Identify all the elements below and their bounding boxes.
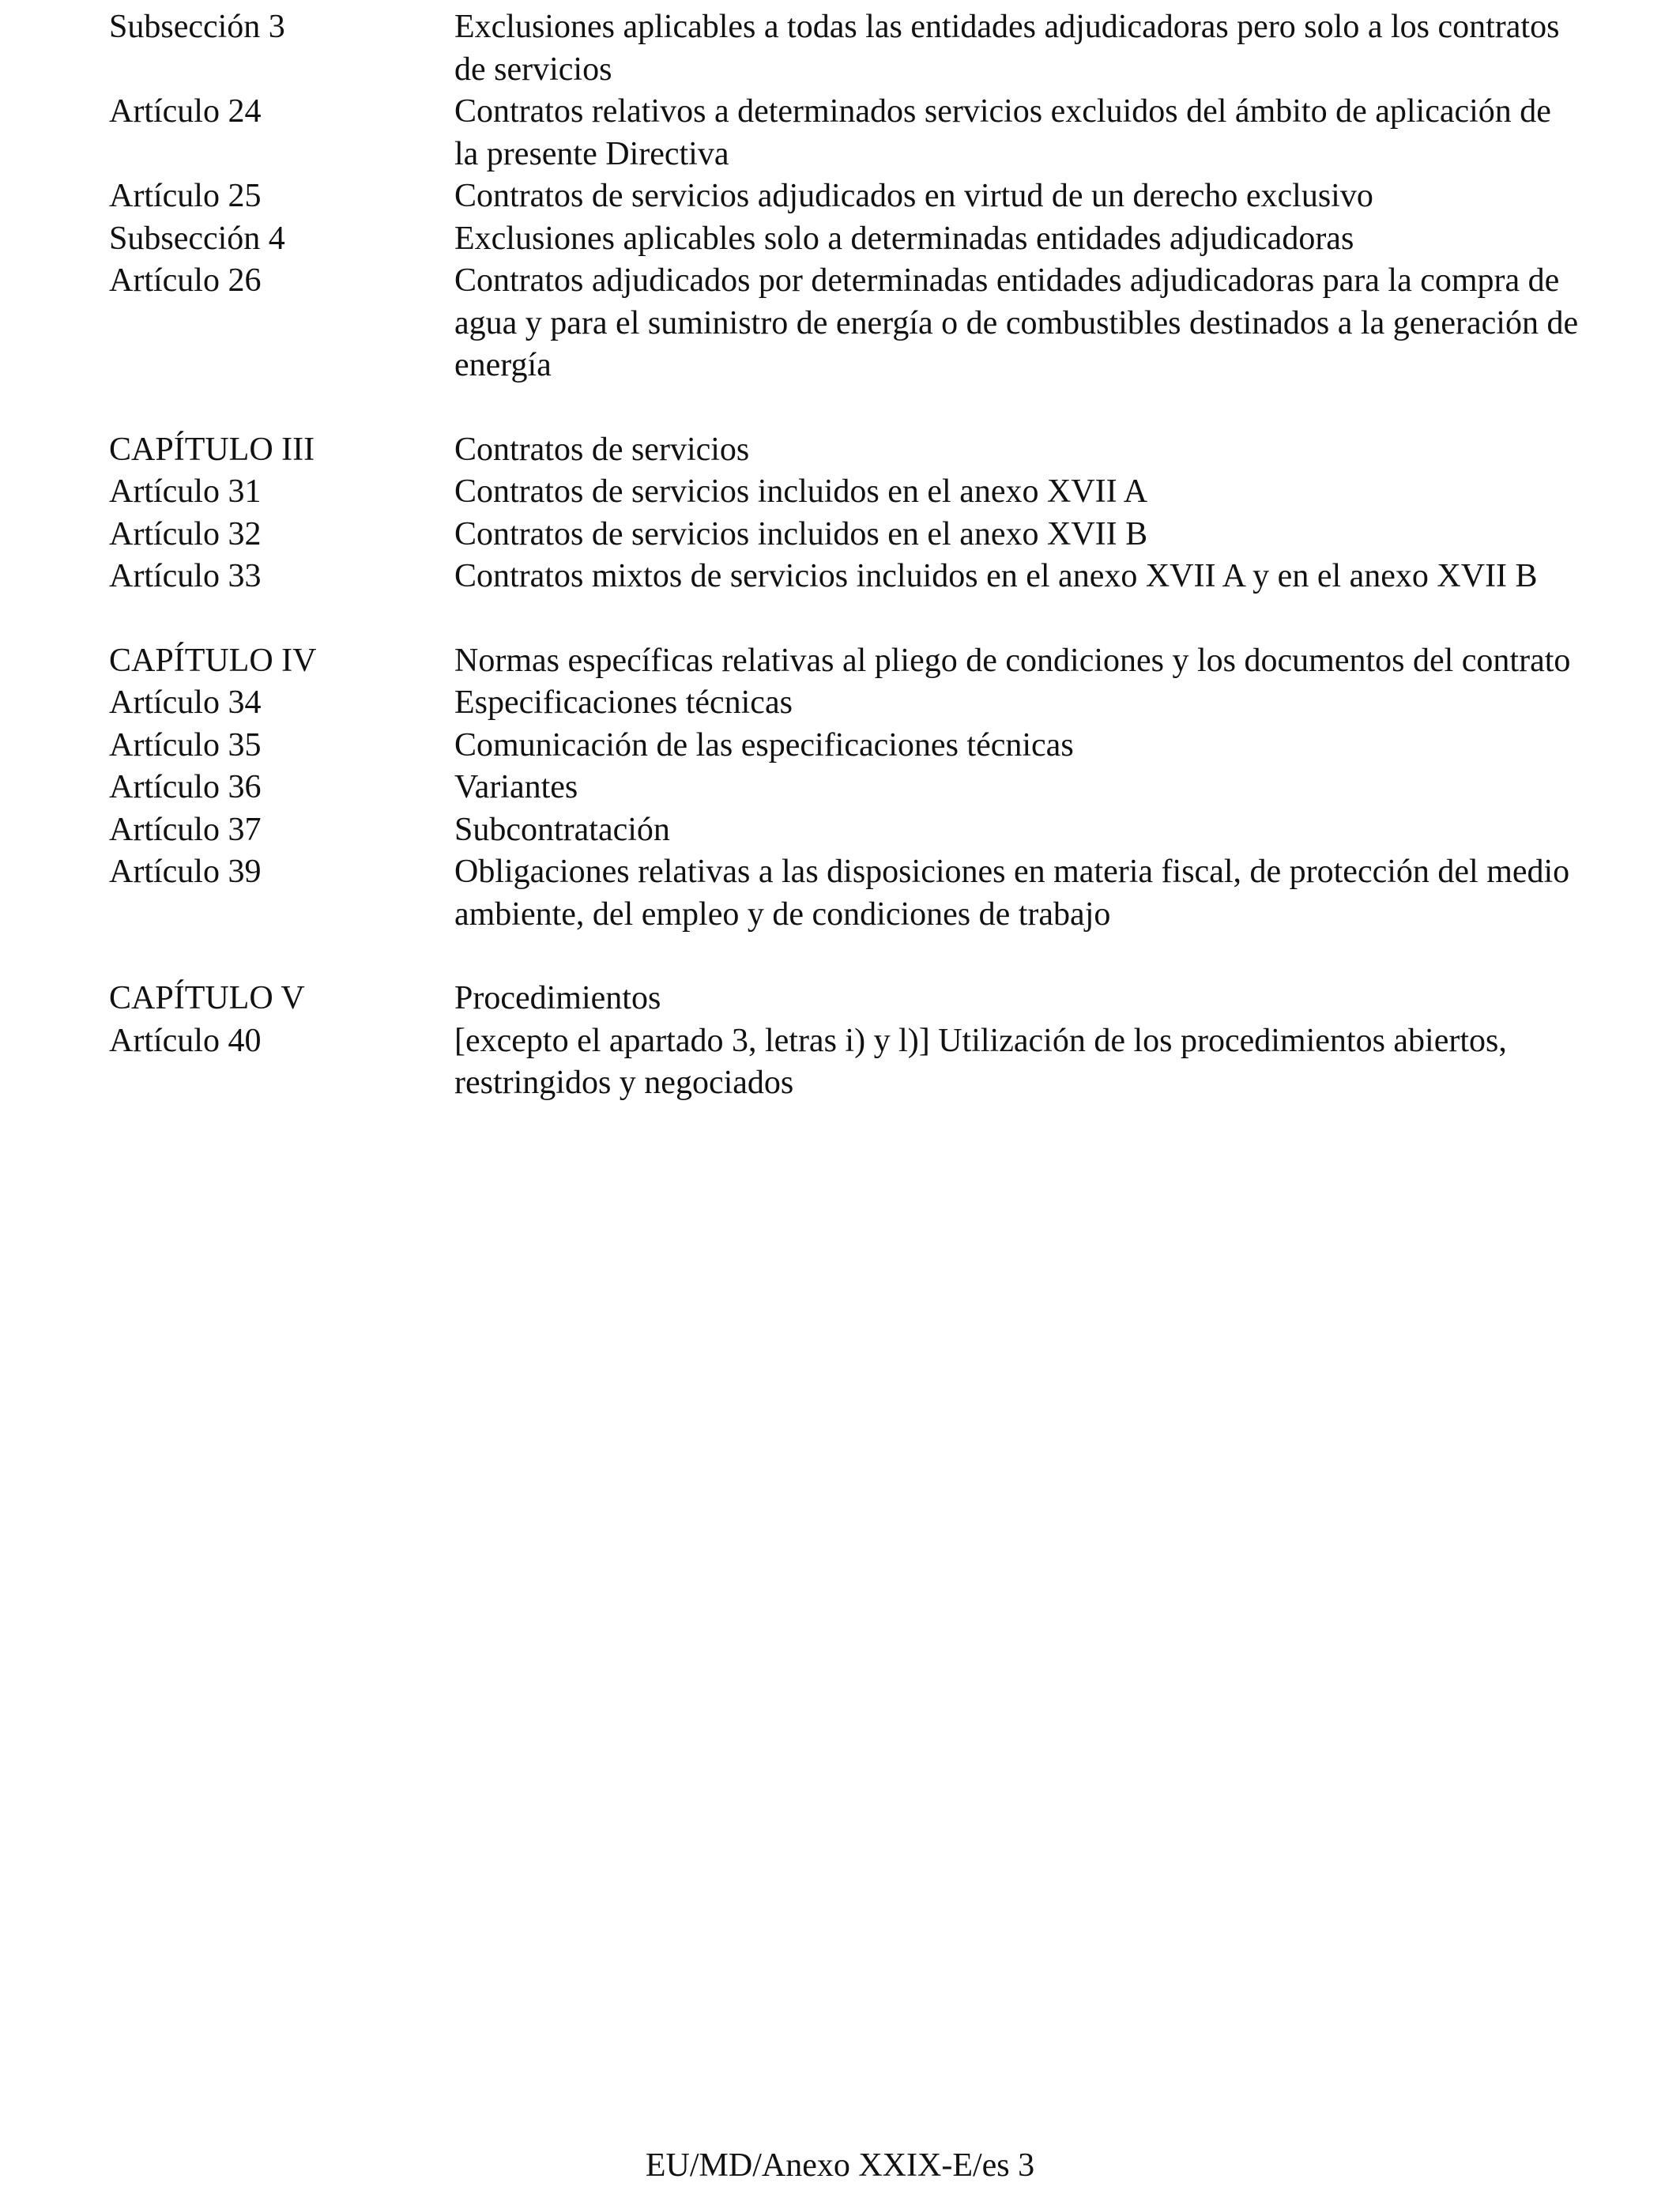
index-row	[109, 175, 1579, 218]
chapter-label: CAPÍTULO III	[109, 431, 315, 468]
row-text: Contratos de servicios adjudicados en virtud de un derecho exclusivo	[454, 178, 1373, 214]
page-footer: EU/MD/Anexo XXIX-E/es 3	[645, 2147, 1035, 2184]
row-label: Artículo 40	[109, 1022, 262, 1059]
row-label: Artículo 24	[109, 93, 262, 130]
index-row	[109, 1020, 1579, 1105]
row-label: Artículo 34	[109, 684, 262, 721]
row-text: Subcontratación	[454, 811, 670, 848]
chapter-title: Contratos de servicios	[454, 431, 750, 468]
article-index	[109, 6, 1579, 1147]
row-label: Artículo 32	[109, 515, 262, 552]
row-label: Artículo 37	[109, 811, 262, 848]
row-text: Contratos adjudicados por determinadas entidades adjudicadoras para la compra de agua y para el suministro de energía o de combustibles destinados a la generación de energía	[454, 262, 1579, 383]
index-row	[109, 471, 1579, 514]
index-row	[109, 682, 1579, 725]
row-text: Contratos mixtos de servicios incluidos en el anexo XVII A y en el anexo XVII B	[454, 558, 1538, 594]
index-row	[109, 6, 1579, 91]
row-label: Artículo 39	[109, 854, 262, 890]
index-row	[109, 851, 1579, 936]
row-text: Contratos de servicios incluidos en el anexo XVII B	[454, 515, 1148, 552]
row-label: Artículo 33	[109, 558, 262, 594]
index-row	[109, 218, 1579, 261]
chapter-label: CAPÍTULO V	[109, 980, 305, 1016]
chapter-heading-row	[109, 978, 1579, 1020]
section-group-capitulo-iii	[109, 429, 1579, 598]
row-label: Artículo 26	[109, 262, 262, 299]
section-group-capitulo-v	[109, 978, 1579, 1105]
index-row	[109, 767, 1579, 809]
row-label: Subsección 4	[109, 220, 285, 257]
index-row	[109, 514, 1579, 556]
row-label: Artículo 25	[109, 178, 262, 214]
row-text: Exclusiones aplicables a todas las entidades adjudicadoras pero solo a los contratos de servicios	[454, 9, 1560, 88]
section-group-exclusions	[109, 6, 1579, 387]
row-label: Artículo 36	[109, 769, 262, 805]
chapter-heading-row	[109, 640, 1579, 683]
index-row	[109, 809, 1579, 852]
section-group-capitulo-iv	[109, 640, 1579, 937]
row-text: Comunicación de las especificaciones técnicas	[454, 726, 1074, 763]
index-row	[109, 725, 1579, 767]
row-label: Artículo 35	[109, 726, 262, 763]
row-text: Especificaciones técnicas	[454, 684, 793, 721]
chapter-title: Procedimientos	[454, 980, 661, 1016]
chapter-label: CAPÍTULO IV	[109, 642, 317, 679]
row-text: Contratos relativos a determinados servicios excluidos del ámbito de aplicación de la presente Directiva	[454, 93, 1551, 172]
row-text: Contratos de servicios incluidos en el anexo XVII A	[454, 473, 1148, 510]
row-text: [excepto el apartado 3, letras i) y l)] Utilización de los procedimientos abiertos, restringidos y negociados	[454, 1022, 1507, 1101]
row-label: Artículo 31	[109, 473, 262, 510]
chapter-title: Normas específicas relativas al pliego de condiciones y los documentos del contrato	[454, 642, 1571, 679]
row-text: Obligaciones relativas a las disposiciones en materia fiscal, de protección del medio ambiente, del empleo y de condiciones de trabajo	[454, 854, 1570, 933]
index-row	[109, 556, 1579, 598]
row-label: Subsección 3	[109, 9, 285, 45]
row-text: Exclusiones aplicables solo a determinadas entidades adjudicadoras	[454, 220, 1354, 257]
index-row	[109, 91, 1579, 175]
row-text: Variantes	[454, 769, 578, 805]
index-row	[109, 260, 1579, 387]
chapter-heading-row	[109, 429, 1579, 472]
